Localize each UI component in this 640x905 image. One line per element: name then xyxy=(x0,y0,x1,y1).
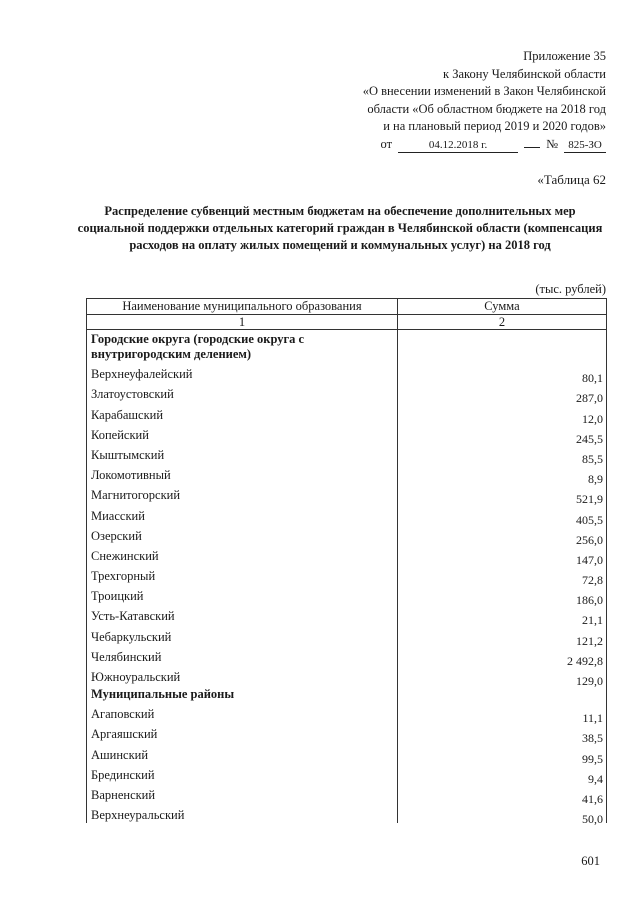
municipality-name: Златоустовский xyxy=(87,382,398,402)
page-number: 601 xyxy=(581,854,600,868)
municipality-name: Варненский xyxy=(87,783,398,803)
municipality-name: Челябинский xyxy=(87,645,398,665)
municipality-name: Южноуральский xyxy=(87,665,398,685)
number-label: № xyxy=(546,136,558,151)
sum-value: 11,1 xyxy=(582,711,603,726)
sum-value: 8,9 xyxy=(588,472,603,487)
sum-value: 80,1 xyxy=(582,371,603,386)
table-row xyxy=(87,763,607,783)
group-row xyxy=(87,330,607,363)
table-row xyxy=(87,742,607,762)
municipality-name: Верхнеуральский xyxy=(87,803,398,823)
municipality-name: Усть-Катавский xyxy=(87,604,398,624)
column-header-sum: Сумма xyxy=(397,299,606,315)
sum-value: 405,5 xyxy=(576,512,603,527)
table-row xyxy=(87,645,607,665)
table-row xyxy=(87,803,607,823)
table-row xyxy=(87,382,607,402)
table-row xyxy=(87,722,607,742)
table-row xyxy=(87,443,607,463)
table-row xyxy=(87,503,607,523)
column-number: 1 xyxy=(87,315,398,330)
table-row xyxy=(87,463,607,483)
table-row xyxy=(87,524,607,544)
municipality-name: Троицкий xyxy=(87,584,398,604)
sum-value: 256,0 xyxy=(576,532,603,547)
table-row xyxy=(87,423,607,443)
municipality-name: Верхнеуфалейский xyxy=(87,362,398,382)
municipality-name: Локомотивный xyxy=(87,463,398,483)
units-label: (тыс. рублей) xyxy=(535,282,606,296)
law-title-line: области «Об областном бюджете на 2018 год xyxy=(367,101,606,116)
group-title: Муниципальные районы xyxy=(87,685,398,702)
subsidy-table xyxy=(86,298,607,827)
municipality-name: Агаповский xyxy=(87,702,398,722)
sum-value: 99,5 xyxy=(582,751,603,766)
sum-value: 129,0 xyxy=(576,674,603,688)
law-title-line: и на плановый период 2019 и 2020 годов» xyxy=(383,119,606,133)
column-number-row xyxy=(87,315,607,330)
appendix-header xyxy=(363,48,606,153)
table-row xyxy=(87,783,607,803)
table-row xyxy=(87,624,607,644)
document-title: Распределение субвенций местным бюджетам на обеспечение дополнительных мер социальной поддержки отдельных категорий граждан в Челябинской области (компенсация расходов на оплату жилых помещений и коммунальных услуг) на 2018 год xyxy=(77,204,603,252)
group-row xyxy=(87,685,607,702)
blank-underline xyxy=(524,147,540,148)
sum-value: 245,5 xyxy=(576,431,603,446)
table-row xyxy=(87,483,607,503)
table-row xyxy=(87,402,607,422)
sum-value: 287,0 xyxy=(576,391,603,406)
table-row xyxy=(87,584,607,604)
sum-value: 121,2 xyxy=(576,633,603,648)
municipality-name: Копейский xyxy=(87,423,398,443)
table-header-row xyxy=(87,299,607,315)
sum-value: 50,0 xyxy=(582,812,603,827)
municipality-name: Чебаркульский xyxy=(87,624,398,644)
municipality-name: Снежинский xyxy=(87,544,398,564)
municipality-name: Аргаяшский xyxy=(87,722,398,742)
law-date: 04.12.2018 г. xyxy=(398,139,518,153)
law-title-line: «О внесении изменений в Закон Челябинской xyxy=(362,84,606,98)
sum-value: 2 492,8 xyxy=(567,653,603,668)
municipality-name: Ашинский xyxy=(87,742,398,762)
sum-value: 186,0 xyxy=(576,593,603,608)
table-row xyxy=(87,544,607,564)
sum-value: 9,4 xyxy=(588,771,603,786)
sum-value: 21,1 xyxy=(582,613,603,628)
column-number: 2 xyxy=(397,315,606,330)
table-row xyxy=(87,564,607,584)
sum-value: 85,5 xyxy=(582,451,603,466)
group-title: Городские округа (городские округа с внутригородским делением) xyxy=(87,330,398,363)
law-reference: к Закону Челябинской области xyxy=(443,66,606,81)
municipality-name: Карабашский xyxy=(87,402,398,422)
table-row xyxy=(87,702,607,722)
municipality-name: Магнитогорский xyxy=(87,483,398,503)
municipality-name: Кыштымский xyxy=(87,443,398,463)
sum-value: 147,0 xyxy=(576,552,603,567)
sum-value: 12,0 xyxy=(582,411,603,426)
from-label: от xyxy=(380,136,393,151)
municipality-name: Брединский xyxy=(87,763,398,783)
sum-value: 41,6 xyxy=(582,791,603,806)
municipality-name: Миасский xyxy=(87,503,398,523)
column-header-name: Наименование муниципального образования xyxy=(87,299,398,315)
municipality-name: Озерский xyxy=(87,524,398,544)
table-row xyxy=(87,604,607,624)
municipality-name: Трехгорный xyxy=(87,564,398,584)
table-reference: «Таблица 62 xyxy=(537,172,606,187)
table-row xyxy=(87,665,607,685)
table-row xyxy=(87,362,607,382)
law-number: 825-ЗО xyxy=(564,139,606,153)
sum-value: 521,9 xyxy=(576,492,603,507)
sum-value: 72,8 xyxy=(582,573,603,588)
law-date-line xyxy=(363,136,606,154)
sum-value: 38,5 xyxy=(582,731,603,746)
appendix-number: Приложение 35 xyxy=(523,49,606,63)
